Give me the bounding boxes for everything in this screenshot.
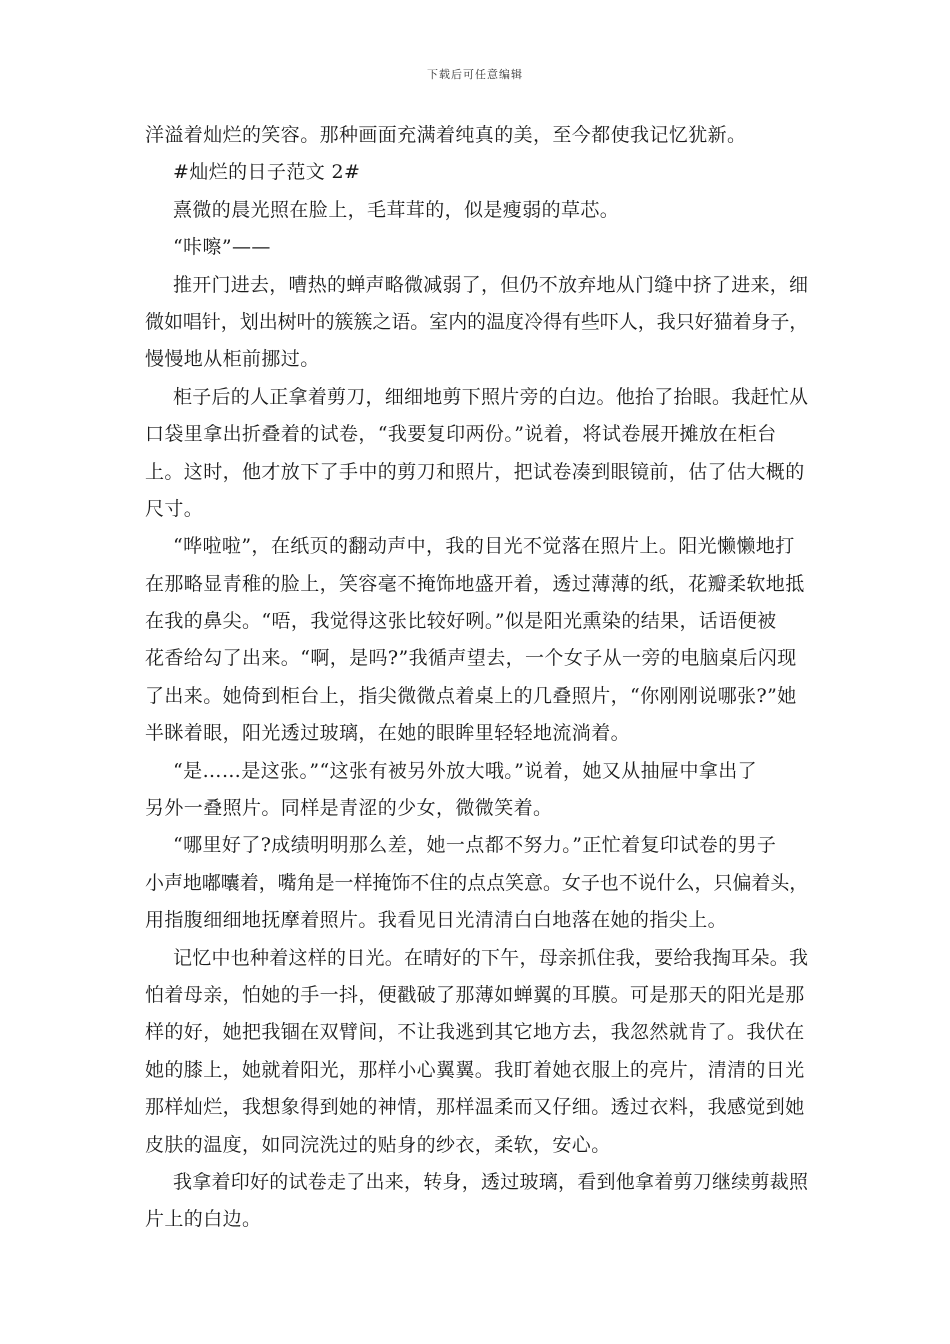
text-line: 皮肤的温度，如同浣洗过的贴身的纱衣，柔软，安心。 — [145, 1133, 611, 1156]
text-line: 尺寸。 — [145, 497, 204, 520]
section-heading: #灿烂的日子范文 2# — [173, 161, 361, 184]
text-line: 另外一叠照片。同样是青涩的少女，微微笑着。 — [145, 797, 553, 820]
text-line: “咔嚓”—— — [173, 236, 271, 259]
text-line: 熹微的晨光照在脸上，毛茸茸的，似是瘦弱的草芯。 — [173, 198, 620, 221]
text-line: 片上的白边。 — [145, 1208, 262, 1231]
text-line: 口袋里拿出折叠着的试卷，“我要复印两份。”说着，将试卷展开摊放在柜台 — [145, 423, 777, 446]
text-line: 样的好，她把我锢在双臂间，不让我逃到其它地方去，我忽然就肯了。我伏在 — [145, 1021, 805, 1044]
text-line: 半眯着眼，阳光透过玻璃，在她的眼眸里轻轻地流淌着。 — [145, 722, 631, 745]
text-line: 在我的鼻尖。“唔，我觉得这张比较好咧。”似是阳光熏染的结果，话语便被 — [145, 610, 777, 633]
text-line: 小声地嘟囔着，嘴角是一样掩饰不住的点点笑意。女子也不说什么，只偏着头， — [145, 871, 809, 894]
text-line: 柜子后的人正拿着剪刀，细细地剪下照片旁的白边。他抬了抬眼。我赶忙从 — [173, 385, 809, 408]
text-line: “哪里好了?成绩明明那么差，她一点都不努力。”正忙着复印试卷的男子 — [173, 834, 777, 857]
text-line: 微如唱针，划出树叶的簇簇之语。室内的温度冷得有些吓人，我只好猫着身子， — [145, 310, 809, 333]
text-line: 了出来。她倚到柜台上，指尖微微点着桌上的几叠照片，“你刚刚说哪张?”她 — [145, 684, 797, 707]
page-header: 下载后可任意编辑 — [427, 68, 523, 81]
text-line: 我拿着印好的试卷走了出来，转身，透过玻璃，看到他拿着剪刀继续剪裁照 — [173, 1170, 809, 1193]
text-line: 她的膝上，她就着阳光，那样小心翼翼。我盯着她衣服上的亮片，清清的日光 — [145, 1058, 805, 1081]
text-line: 上。这时，他才放下了手中的剪刀和照片，把试卷凑到眼镜前，估了估大概的 — [145, 460, 805, 483]
text-line: 花香给勾了出来。“啊，是吗?”我循声望去，一个女子从一旁的电脑桌后闪现 — [145, 647, 797, 670]
text-line: “哗啦啦”，在纸页的翻动声中，我的目光不觉落在照片上。阳光懒懒地打 — [173, 535, 795, 558]
text-line: 用指腹细细地抚摩着照片。我看见日光清清白白地落在她的指尖上。 — [145, 909, 728, 932]
text-line: 记忆中也种着这样的日光。在晴好的下午，母亲抓住我，要给我掏耳朵。我 — [173, 946, 809, 969]
document-body — [145, 117, 810, 1239]
text-line: 洋溢着灿烂的笑容。那种画面充满着纯真的美，至今都使我记忆犹新。 — [145, 124, 747, 146]
text-line: 推开门进去，嘈热的蝉声略微减弱了，但仍不放弃地从门缝中挤了进来，细 — [173, 273, 809, 296]
text-line: 那样灿烂，我想象得到她的神情，那样温柔而又仔细。透过衣料，我感觉到她 — [145, 1096, 805, 1119]
text-line: “是……是这张。”“这张有被另外放大哦。”说着，她又从抽屉中拿出了 — [173, 759, 758, 782]
text-line: 怕着母亲，怕她的手一抖，便戳破了那薄如蝉翼的耳膜。可是那天的阳光是那 — [145, 983, 805, 1006]
text-line: 在那略显青稚的脸上，笑容毫不掩饰地盛开着，透过薄薄的纸，花瓣柔软地抵 — [145, 572, 805, 595]
text-line: 慢慢地从柜前挪过。 — [145, 348, 320, 371]
